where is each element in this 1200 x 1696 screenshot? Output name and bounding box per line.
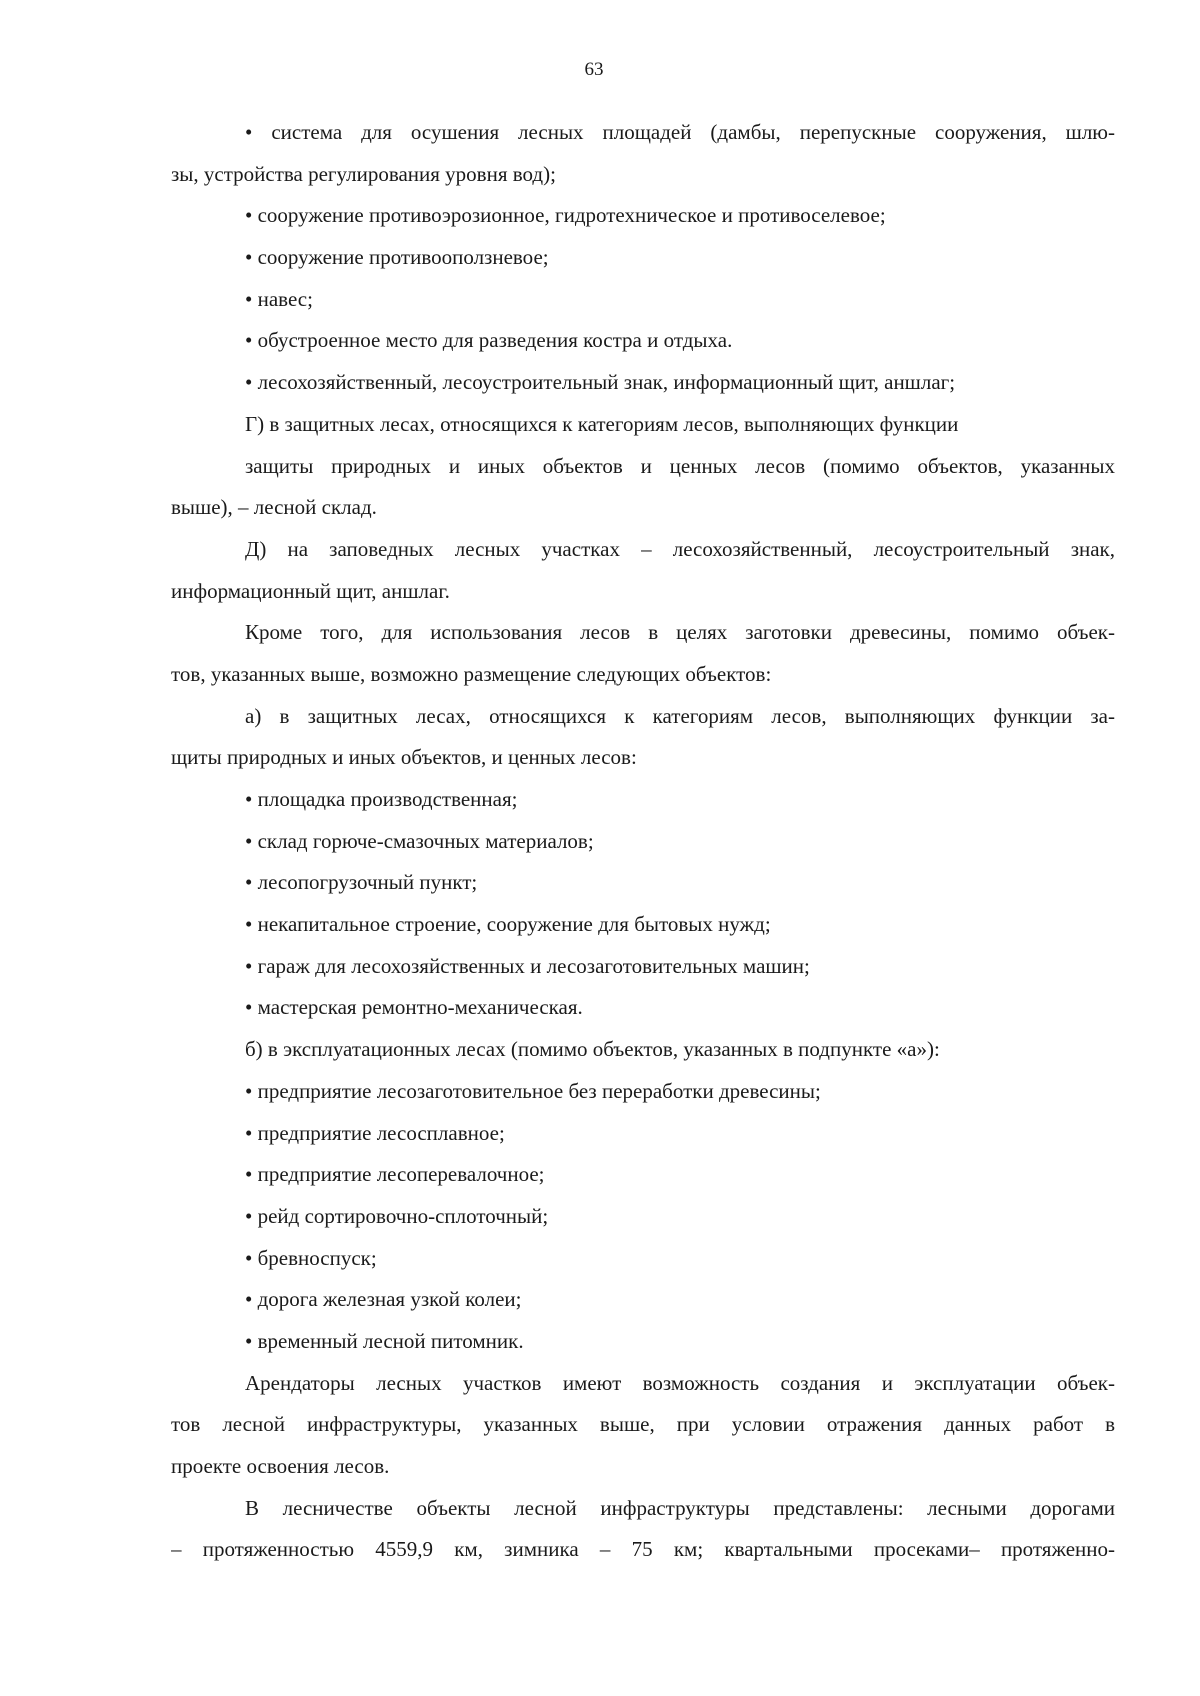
- text-line: выше), – лесной склад.: [171, 495, 377, 520]
- text-line: • склад горюче-смазочных материалов;: [245, 828, 594, 853]
- text-line: В лесничестве объекты лесной инфраструктуры представлены: лесными дорогами: [245, 1495, 1115, 1520]
- text-line: • предприятие лесосплавное;: [245, 1120, 505, 1145]
- text-line: б) в эксплуатационных лесах (помимо объектов, указанных в подпункте «а»):: [245, 1037, 940, 1062]
- text-line: защиты природных и иных объектов и ценных лесов (помимо объектов, указанных: [245, 453, 1115, 478]
- text-line: • система для осушения лесных площадей (дамбы, перепускные сооружения, шлю-: [245, 120, 1115, 144]
- text-line: тов лесной инфраструктуры, указанных выше, при условии отражения данных работ в: [171, 1412, 1115, 1437]
- text-line: а) в защитных лесах, относящихся к категориям лесов, выполняющих функции за-: [245, 703, 1115, 728]
- text-line: Кроме того, для использования лесов в целях заготовки древесины, помимо объек-: [245, 620, 1115, 645]
- document-body: [171, 112, 1115, 1571]
- text-line: информационный щит, аншлаг.: [171, 578, 450, 603]
- text-line: • сооружение противоэрозионное, гидротехническое и противоселевое;: [245, 203, 886, 228]
- text-line: Арендаторы лесных участков имеют возможность создания и эксплуатации объек-: [245, 1370, 1115, 1395]
- text-line: тов, указанных выше, возможно размещение следующих объектов:: [171, 661, 772, 686]
- text-line: • обустроенное место для разведения костра и отдыха.: [245, 328, 733, 353]
- text-line: • гараж для лесохозяйственных и лесозаготовительных машин;: [245, 953, 810, 978]
- text-line: • навес;: [245, 286, 313, 311]
- text-line: Д) на заповедных лесных участках – лесохозяйственный, лесоустроительный знак,: [245, 536, 1115, 561]
- text-line: • некапитальное строение, сооружение для бытовых нужд;: [245, 912, 771, 937]
- text-line: • предприятие лесоперевалочное;: [245, 1162, 545, 1187]
- page-number: 63: [584, 59, 604, 80]
- text-line: • дорога железная узкой колеи;: [245, 1287, 522, 1312]
- text-line: щиты природных и иных объектов, и ценных лесов:: [171, 745, 637, 770]
- text-line: • предприятие лесозаготовительное без переработки древесины;: [245, 1078, 821, 1103]
- text-line: • мастерская ремонтно-механическая.: [245, 995, 583, 1020]
- text-line: • лесопогрузочный пункт;: [245, 870, 478, 895]
- text-line: – протяженностью 4559,9 км, зимника – 75 км; квартальными просеками– протяженно-: [171, 1537, 1115, 1562]
- text-line: • бревноспуск;: [245, 1245, 377, 1270]
- text-line: • сооружение противооползневое;: [245, 245, 549, 270]
- text-line: • площадка производственная;: [245, 787, 518, 811]
- text-line: • лесохозяйственный, лесоустроительный знак, информационный щит, аншлаг;: [245, 370, 956, 395]
- text-line: проекте освоения лесов.: [171, 1454, 390, 1478]
- text-line: Г) в защитных лесах, относящихся к категориям лесов, выполняющих функции: [245, 411, 959, 436]
- text-line: • рейд сортировочно-сплоточный;: [245, 1203, 549, 1228]
- text-line: зы, устройства регулирования уровня вод);: [171, 161, 556, 186]
- text-line: • временный лесной питомник.: [245, 1328, 524, 1353]
